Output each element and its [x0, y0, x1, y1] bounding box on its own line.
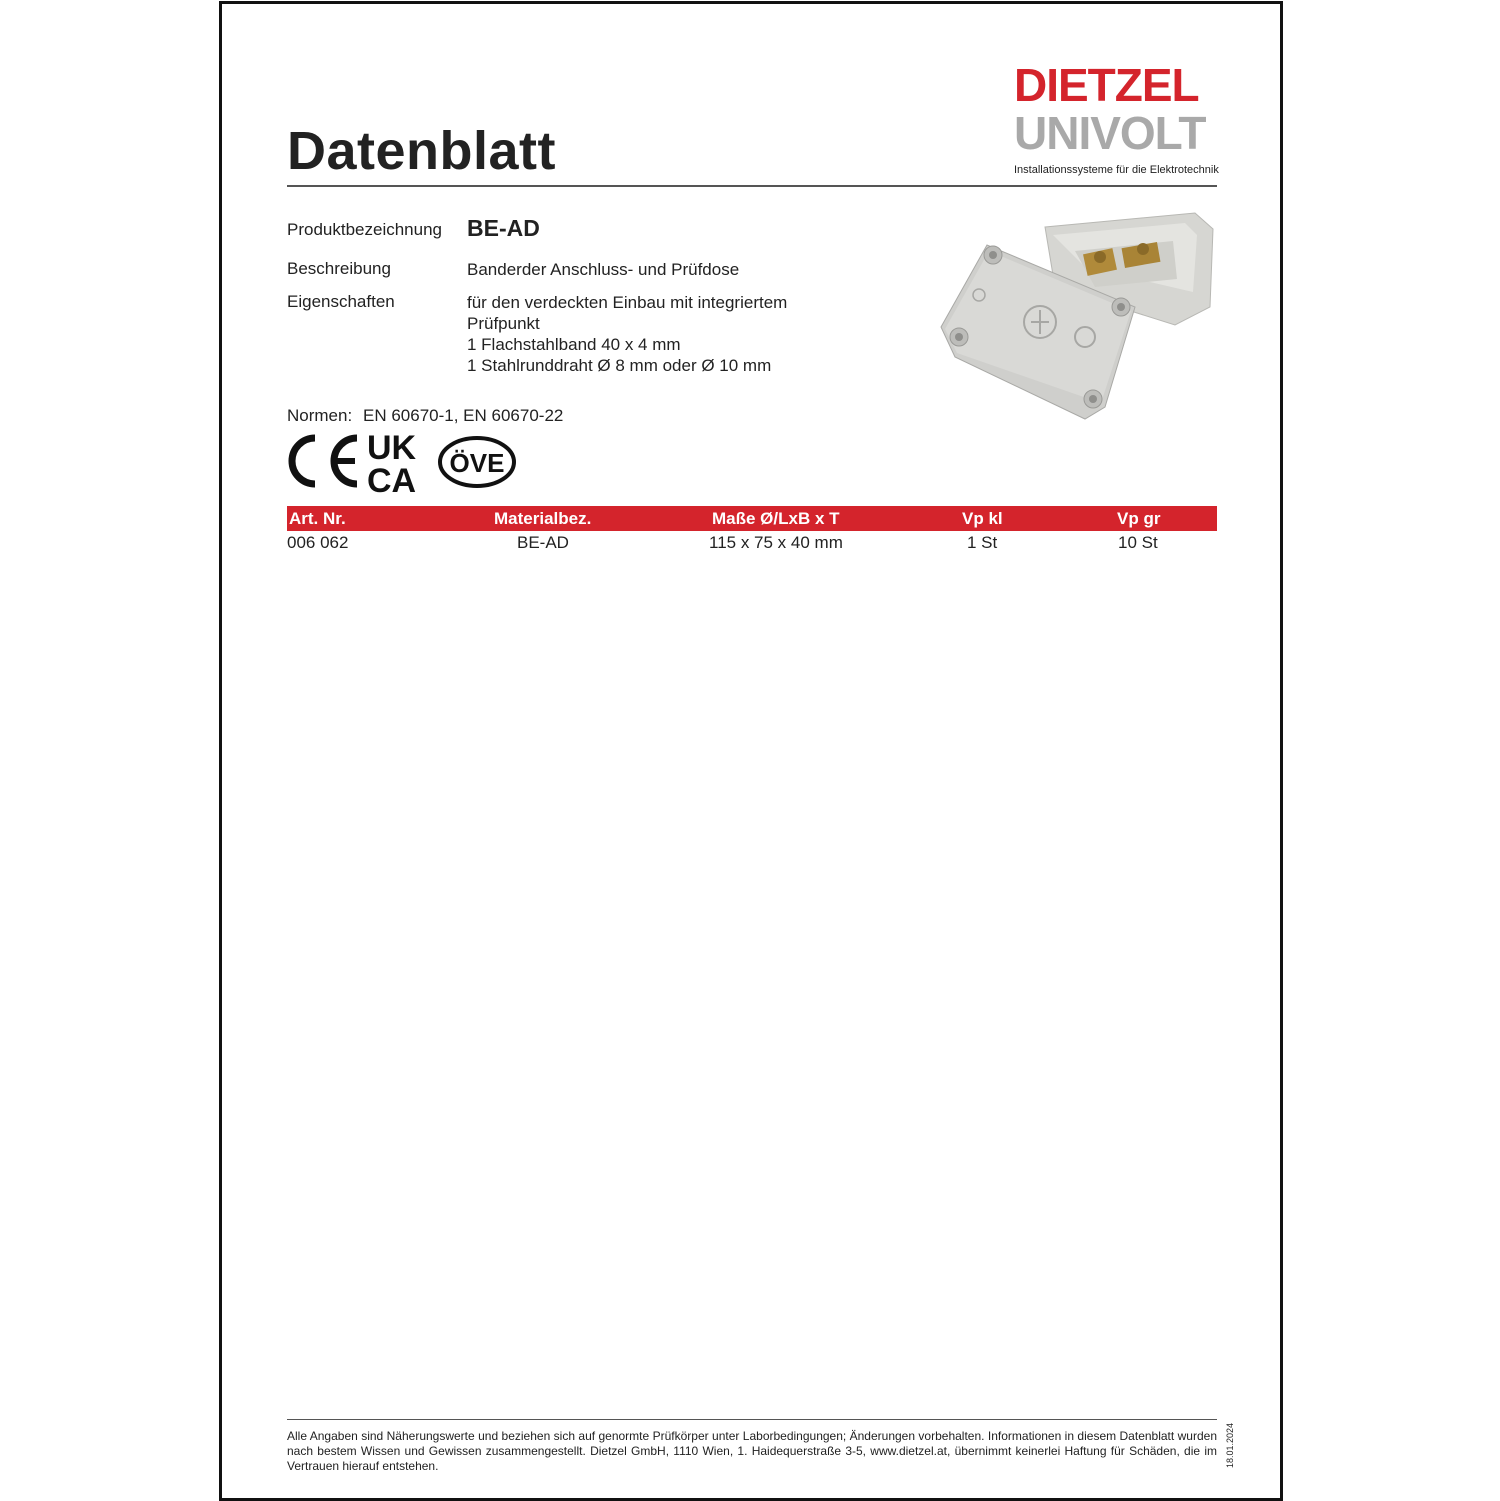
properties-line: 1 Stahlrunddraht Ø 8 mm oder Ø 10 mm	[467, 356, 772, 375]
footer-divider	[287, 1419, 1217, 1420]
table-header-row	[287, 506, 1217, 531]
properties-line: für den verdeckten Einbau mit integriertem	[467, 293, 788, 312]
description-value: Banderder Anschluss- und Prüfdose	[467, 260, 740, 279]
header-divider	[287, 185, 1217, 187]
properties-label: Eigenschaften	[287, 292, 395, 311]
norms-value: EN 60670-1, EN 60670-22	[363, 406, 564, 425]
logo-dietzel: DIETZEL	[1014, 59, 1199, 111]
ce-mark	[292, 438, 357, 484]
product-label: Produktbezeichnung	[287, 220, 443, 239]
product-value: BE-AD	[467, 215, 540, 241]
ove-mark: ÖVE	[449, 448, 505, 478]
col-header-art-nr: Art. Nr.	[289, 509, 346, 528]
norms-label: Normen:	[287, 406, 353, 425]
cell-vp-kl: 1 St	[967, 533, 998, 552]
page-title: Datenblatt	[287, 121, 557, 181]
description-label: Beschreibung	[287, 259, 391, 278]
logo-univolt: UNIVOLT	[1014, 107, 1206, 159]
certification-marks	[287, 430, 527, 494]
col-header-dimensions: Maße Ø/LxB x T	[712, 509, 840, 528]
ukca-mark-bottom: CA	[367, 462, 417, 494]
cell-art-nr: 006 062	[287, 533, 349, 552]
col-header-vp-gr: Vp gr	[1117, 509, 1161, 528]
logo-tagline: Installationssysteme für die Elektrotechnik	[1014, 164, 1219, 176]
col-header-vp-kl: Vp kl	[962, 509, 1003, 528]
footer-date: 18.01.2024	[1225, 1422, 1235, 1468]
properties-line: 1 Flachstahlband 40 x 4 mm	[467, 335, 681, 354]
ukca-mark-top: UK	[367, 430, 417, 467]
cell-vp-gr: 10 St	[1118, 533, 1158, 552]
product-photo	[935, 207, 1225, 422]
datasheet-page	[219, 1, 1283, 1501]
cell-dimensions: 115 x 75 x 40 mm	[709, 533, 843, 552]
properties-line: Prüfpunkt	[467, 314, 540, 333]
cell-material: BE-AD	[517, 533, 569, 552]
footer-disclaimer: Alle Angaben sind Näherungswerte und beziehen sich auf genormte Prüfkörper unter Laborbedingungen; Änderungen vorbehalten. Informationen in diesem Datenblatt wurden nach bestem Wissen und Gewissen zusammengestellt. Dietzel GmbH, 1110 Wien, 1. Haidequerstraße 3-5, www.dietzel.at, übernimmt keinerlei Haftung für Schäden, die im Vertrauen hierauf entstehen.	[287, 1429, 1217, 1473]
col-header-material: Materialbez.	[494, 509, 592, 528]
properties-list	[467, 292, 787, 376]
